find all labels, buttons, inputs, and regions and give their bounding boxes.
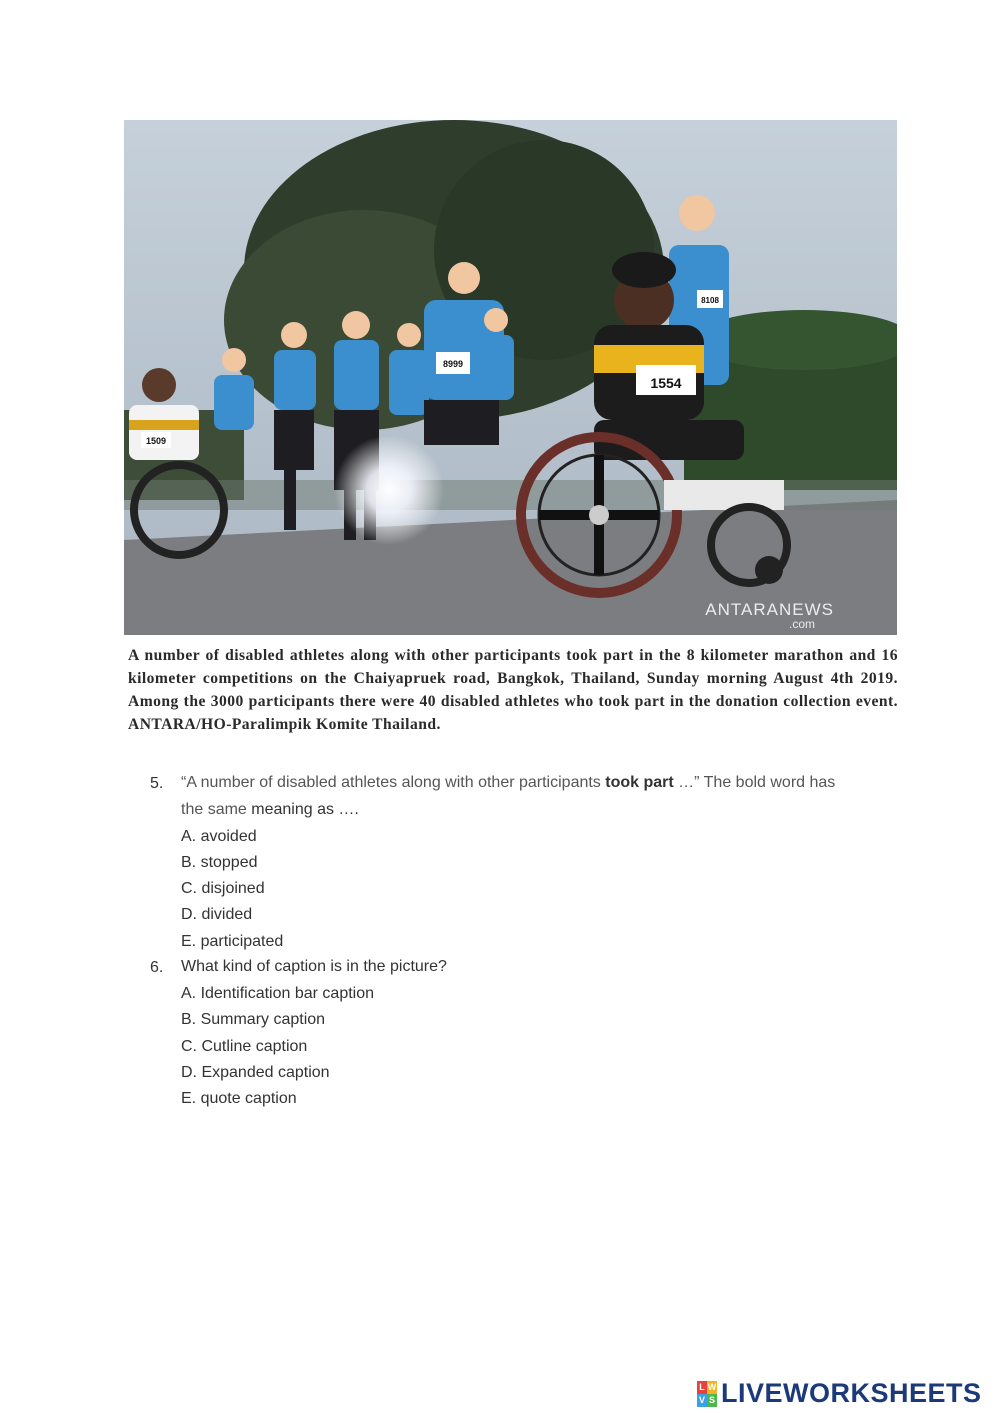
question-6-option-c[interactable]: C. Cutline caption	[181, 1038, 308, 1055]
athletes-photo	[124, 120, 897, 635]
question-6-option-e[interactable]: E. quote caption	[181, 1090, 297, 1107]
photo-caption: A number of disabled athletes along with other participants took part in the 8 kilometer marathon and 16 kilometer competitions on the Chaiyapruek road, Bangkok, Thailand, Sunday morning August 4th 2019. Among the 3000 participants there were 40 disabled athletes who took part in the donation collection event. ANTARA/HO-Paralimpik Komite Thailand.	[128, 647, 898, 733]
question-5-option-b[interactable]: B. stopped	[181, 854, 258, 871]
photo-watermark: ANTARANEWS	[705, 600, 834, 619]
bib-number-main: 1554	[650, 375, 682, 391]
liveworksheets-logo-text: LIVEWORKSHEETS	[721, 1378, 982, 1408]
question-5-option-a[interactable]: A. avoided	[181, 828, 257, 845]
question-6-number: 6.	[150, 959, 164, 976]
question-5-option-d[interactable]: D. divided	[181, 906, 253, 923]
bib-number-left: 1509	[145, 436, 167, 446]
question-5-number: 5.	[150, 775, 164, 792]
question-6-option-b[interactable]: B. Summary caption	[181, 1011, 326, 1028]
question-6-option-d[interactable]: D. Expanded caption	[181, 1064, 330, 1081]
question-5-text: “A number of disabled athletes along with other participants took part …” The bold word has the same meaning as ….	[181, 774, 836, 818]
liveworksheets-logo-icon: L W V S	[698, 1381, 717, 1405]
question-6-option-a[interactable]: A. Identification bar caption	[181, 985, 375, 1002]
question-5-bold-word: took part	[605, 774, 674, 791]
liveworksheets-logo[interactable]	[697, 1378, 982, 1409]
question-5-option-c[interactable]: C. disjoined	[181, 880, 265, 897]
photo-watermark-suffix: .com	[789, 617, 816, 631]
bib-number-right: 8108	[701, 296, 719, 305]
question-6-text: What kind of caption is in the picture?	[181, 958, 447, 975]
bib-number-center: 8999	[442, 359, 464, 369]
question-5-option-e[interactable]: E. participated	[181, 933, 284, 950]
